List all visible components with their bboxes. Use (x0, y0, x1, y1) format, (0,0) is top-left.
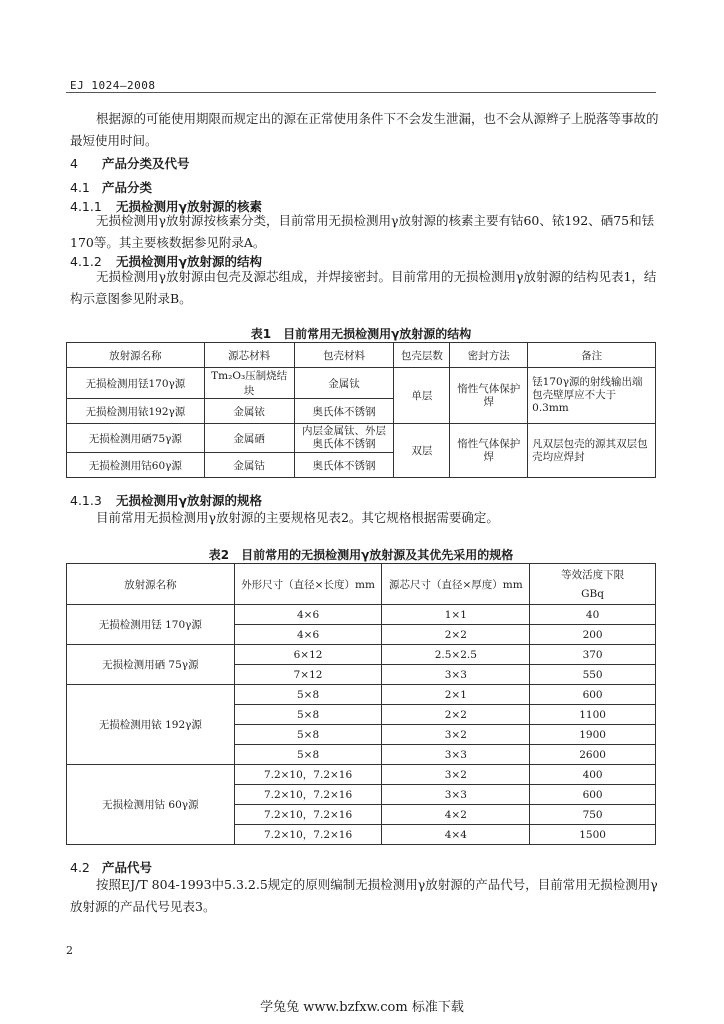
table-cell: 惰性气体保护焊 (450, 424, 528, 478)
section-number: 4.1.1 (70, 199, 102, 214)
table-cell: 3×3 (382, 785, 530, 805)
table-header-cell: 包壳层数 (394, 343, 450, 368)
table-cell: 无损检测用铥170γ源 (67, 368, 205, 399)
table-row (67, 765, 656, 785)
table-row (67, 605, 656, 625)
table-header-cell: 备注 (528, 343, 656, 368)
section-4-heading (70, 154, 190, 172)
site-footer: 学兔兔 www.bzfxw.com 标准下载 (260, 1000, 464, 1015)
table-cell: 无损检测用钴60γ源 (67, 453, 205, 478)
table-cell: 7×12 (234, 665, 382, 685)
table-header-cell: 源芯尺寸（直径×厚度）mm (382, 564, 530, 605)
table-cell: 600 (530, 685, 656, 705)
table-group-name: 无损检测用硒 75γ源 (67, 645, 235, 685)
table-cell: 1×1 (382, 605, 530, 625)
table-row (67, 424, 656, 453)
table-row (67, 685, 656, 705)
section-number: 4 (70, 156, 78, 171)
section-title: 产品分类 (102, 180, 153, 195)
table-cell: 4×4 (382, 825, 530, 845)
table1-caption: 表1 目前常用无损检测用γ放射源的结构 (250, 327, 472, 341)
table-cell: 7.2×10，7.2×16 (234, 805, 382, 825)
table-cell: 4×6 (234, 625, 382, 645)
table-cell: 5×8 (234, 725, 382, 745)
table-cell: 3×2 (382, 765, 530, 785)
table-header-cell: 外形尺寸（直径×长度）mm (234, 564, 382, 605)
section-number: 4.1.3 (70, 493, 102, 508)
section-title: 产品分类及代号 (102, 156, 190, 171)
table-cell: 370 (530, 645, 656, 665)
section-4-1-2-paragraph: 无损检测用γ放射源由包壳及源芯组成，并焊接密封。目前常用的无损检测用γ放射源的结构见表1，结构示意图参见附录B。 (70, 269, 657, 306)
page-number: 2 (66, 944, 73, 957)
section-number: 4.2 (70, 860, 90, 875)
table-group-name: 无损检测用钴 60γ源 (67, 765, 235, 845)
table-cell: 7.2×10，7.2×16 (234, 765, 382, 785)
section-4-2-paragraph: 按照EJ/T 804-1993中5.3.2.5规定的原则编制无损检测用γ放射源的产品代号，目前常用无损检测用γ放射源的产品代号见表3。 (70, 877, 658, 914)
table-cell: 凡双层包壳的源其双层包壳均应焊封 (528, 424, 656, 478)
table-cell: 400 (530, 765, 656, 785)
table-cell: 金属铱 (204, 399, 294, 424)
table-header-cell: 放射源名称 (67, 564, 235, 605)
table-cell: 金属钛 (294, 368, 394, 399)
table1 (66, 342, 656, 478)
table-cell: 600 (530, 785, 656, 805)
table2-caption: 表2 目前常用的无损检测用γ放射源及其优先采用的规格 (208, 548, 514, 562)
table-cell: 奥氏体不锈钢 (294, 399, 394, 424)
table-cell: 5×8 (234, 745, 382, 765)
table-cell: 3×3 (382, 745, 530, 765)
table-cell: 750 (530, 805, 656, 825)
table-cell: 3×2 (382, 725, 530, 745)
table-cell: 7.2×10，7.2×16 (234, 825, 382, 845)
table-cell: 5×8 (234, 705, 382, 725)
table-cell: 4×6 (234, 605, 382, 625)
table-cell: 铥170γ源的射线输出端包壳壁厚应不大于0.3mm (528, 368, 656, 424)
table-row (67, 645, 656, 665)
table-cell: 惰性气体保护焊 (450, 368, 528, 424)
table-header-cell: 密封方法 (450, 343, 528, 368)
section-number: 4.1 (70, 180, 90, 195)
table-header-cell: 放射源名称 (67, 343, 205, 368)
table-row (67, 368, 656, 399)
section-title: 无损检测用γ放射源的规格 (116, 493, 263, 508)
table-cell: 2×2 (382, 705, 530, 725)
table-cell: 金属钴 (204, 453, 294, 478)
section-4-1-3-paragraph: 目前常用无损检测用γ放射源的主要规格见表2。其它规格根据需要确定。 (96, 510, 499, 525)
table-cell: 2×1 (382, 685, 530, 705)
header-rule (66, 92, 656, 93)
document-code: EJ 1024—2008 (70, 79, 156, 92)
table-cell: 1100 (530, 705, 656, 725)
table-cell: 内层金属钛、外层奥氏体不锈钢 (294, 424, 394, 453)
section-title: 产品代号 (102, 860, 153, 875)
table-cell: 1900 (530, 725, 656, 745)
table-cell: 1500 (530, 825, 656, 845)
table-cell: 5×8 (234, 685, 382, 705)
table-header-cell: 包壳材料 (294, 343, 394, 368)
table-cell: 3×3 (382, 665, 530, 685)
table-cell: 4×2 (382, 805, 530, 825)
intro-paragraph: 根据源的可能使用期限而规定出的源在正常使用条件下不会发生泄漏，也不会从源辫子上脱落等事故的最短使用时间。 (70, 111, 659, 148)
table-cell: 6×12 (234, 645, 382, 665)
table-cell: 2×2 (382, 625, 530, 645)
table-cell: 单层 (394, 368, 450, 424)
table-cell: 金属硒 (204, 424, 294, 453)
table-cell: 双层 (394, 424, 450, 478)
table-cell: 2.5×2.5 (382, 645, 530, 665)
section-4-1-heading (70, 178, 152, 196)
section-title: 无损检测用γ放射源的核素 (116, 199, 263, 214)
section-number: 4.1.2 (70, 254, 102, 269)
table-cell: 550 (530, 665, 656, 685)
table-cell: 40 (530, 605, 656, 625)
table-cell: 200 (530, 625, 656, 645)
table-header-cell: 等效活度下限 (530, 564, 656, 585)
table-cell: Tm₂O₃压制烧结块 (204, 368, 294, 399)
table-header-unit: GBq (530, 584, 656, 605)
table2 (66, 563, 656, 845)
table-header-cell: 源芯材料 (204, 343, 294, 368)
section-title: 无损检测用γ放射源的结构 (116, 254, 263, 269)
table-group-name: 无损检测用铥 170γ源 (67, 605, 235, 645)
section-4-1-1-paragraph: 无损检测用γ放射源按核素分类，目前常用无损检测用γ放射源的核素主要有钴60、铱192、硒75和铥170等。其主要核数据参见附录A。 (70, 213, 655, 250)
table-cell: 无损检测用硒75γ源 (67, 424, 205, 453)
table-header-row (67, 564, 656, 585)
table-group-name: 无损检测用铱 192γ源 (67, 685, 235, 765)
table-cell: 2600 (530, 745, 656, 765)
table-cell: 无损检测用铱192γ源 (67, 399, 205, 424)
table-cell: 奥氏体不锈钢 (294, 453, 394, 478)
table-cell: 7.2×10，7.2×16 (234, 785, 382, 805)
table-header-row (67, 343, 656, 368)
